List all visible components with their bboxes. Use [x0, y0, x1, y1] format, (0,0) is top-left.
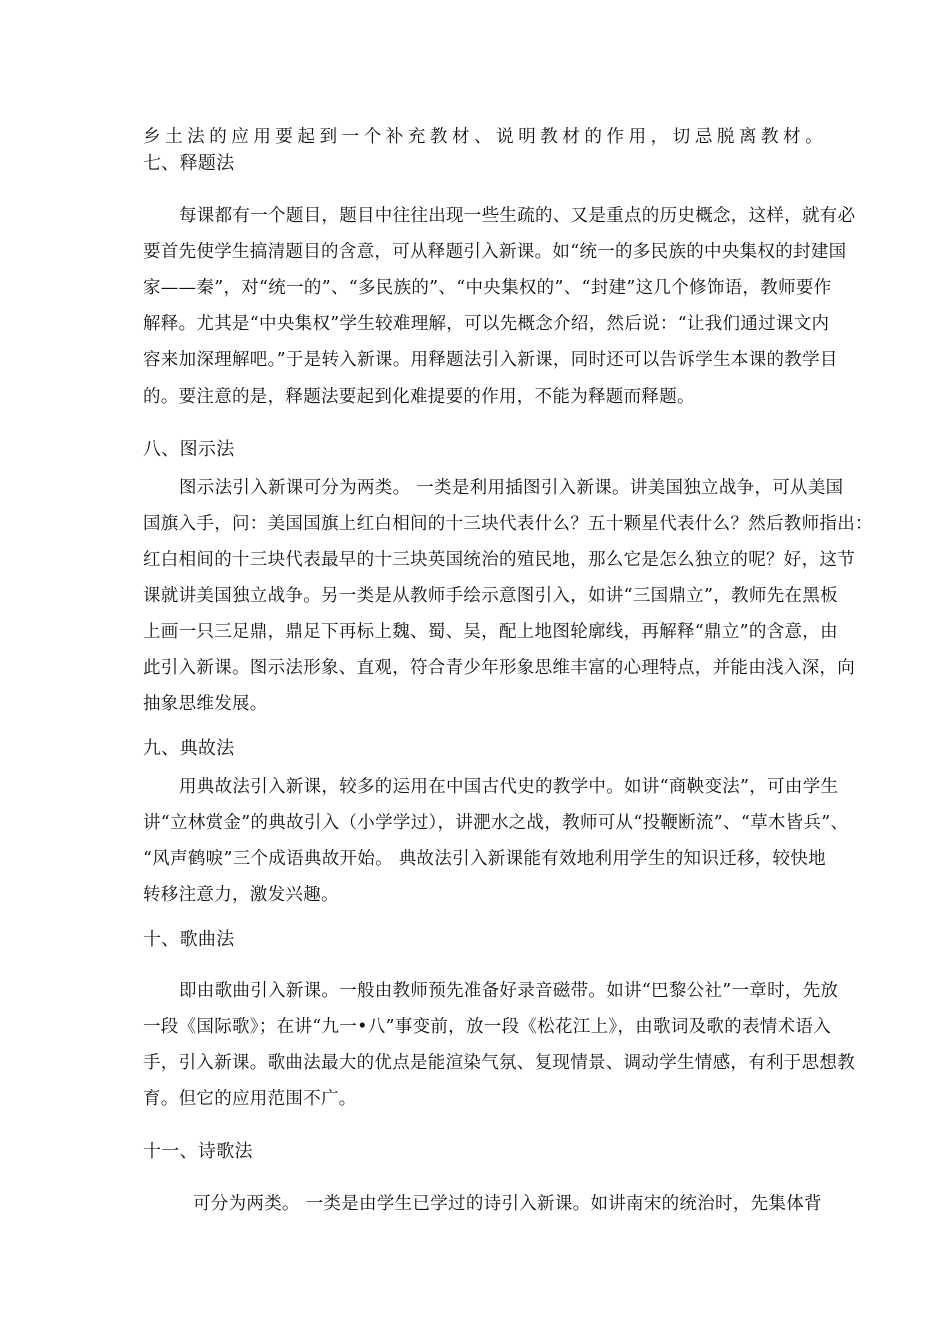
- paragraph-line: 可分为两类。 一类是由学生已学过的诗引入新课。如讲南宋的统治时，先集体背: [193, 1194, 822, 1214]
- paragraph-line: 家——秦”，对“统一的”、“多民族的”、“中央集权的”、“封建”这几个修饰语，教师要作: [143, 278, 832, 298]
- section-heading: 十、歌曲法: [143, 929, 235, 950]
- paragraph-line: 育。但它的应用范围不广。: [143, 1089, 357, 1109]
- paragraph-line: 即由歌曲引入新课。一般由教师预先准备好录音磁带。如讲“巴黎公社”一章时，先放: [179, 981, 839, 1001]
- paragraph-line: 图示法引入新课可分为两类。 一类是利用插图引入新课。讲美国独立战争，可从美国: [179, 478, 844, 498]
- paragraph-line: 容来加深理解吧。”于是转入新课。用释题法引入新课，同时还可以告诉学生本课的教学目: [143, 350, 838, 370]
- paragraph-line: 课就讲美国独立战争。另一类是从教师手绘示意图引入，如讲“三国鼎立”，教师先在黑板: [143, 586, 838, 606]
- section-heading: 九、典故法: [143, 738, 235, 759]
- section-heading: 十一、诗歌法: [143, 1141, 253, 1162]
- paragraph-line: 一段《国际歌》；在讲“九一•八”事变前，放一段《松花江上》，由歌词及歌的表情术语入: [143, 1017, 832, 1037]
- section-heading: 八、图示法: [143, 439, 235, 460]
- paragraph-line: 红白相间的十三块代表最早的十三块英国统治的殖民地，那么它是怎么独立的呢？好，这节: [143, 550, 855, 570]
- section-heading: 七、释题法: [143, 153, 235, 174]
- paragraph-line: 乡土法的应用要起到一个补充教材、说明教材的作用，切忌脱离教材。: [143, 127, 823, 147]
- paragraph-line: 国旗入手，问：美国国旗上红白相间的十三块代表什么？五十颗星代表什么？然后教师指出：: [143, 514, 873, 534]
- paragraph-line: 解释。尤其是“中央集权”学生较难理解，可以先概念介绍，然后说：“让我们通过课文内: [143, 314, 830, 334]
- paragraph-line: 讲“立林赏金”的典故引入（小学学过），讲淝水之战，教师可从“投鞭断流”、“草木皆兵”、: [143, 813, 849, 833]
- paragraph-line: 上画一只三足鼎，鼎足下再标上魏、蜀、吴，配上地图轮廓线，再解释“鼎立”的含意，由: [143, 622, 838, 642]
- paragraph-line: 转移注意力，激发兴趣。: [143, 885, 339, 905]
- paragraph-line: 手，引入新课。歌曲法最大的优点是能渲染气氛、复现情景、调动学生情感，有利于思想教: [143, 1053, 855, 1073]
- paragraph-line: “风声鹤唳”三个成语典故开始。 典故法引入新课能有效地利用学生的知识迁移，较快地: [143, 849, 826, 869]
- paragraph-line: 此引入新课。图示法形象、直观，符合青少年形象思维丰富的心理特点，并能由浅入深，向: [143, 658, 855, 678]
- paragraph-line: 每课都有一个题目，题目中往往出现一些生疏的、又是重点的历史概念，这样，就有必: [179, 206, 856, 226]
- paragraph-line: 抽象思维发展。: [143, 694, 268, 714]
- paragraph-line: 的。要注意的是，释题法要起到化难提要的作用，不能为释题而释题。: [143, 387, 695, 407]
- paragraph-line: 要首先使学生搞清题目的含意，可从释题引入新课。如“统一的多民族的中央集权的封建国: [143, 242, 847, 262]
- paragraph-line: 用典故法引入新课，较多的运用在中国古代史的教学中。如讲“商鞅变法”，可由学生: [179, 777, 839, 797]
